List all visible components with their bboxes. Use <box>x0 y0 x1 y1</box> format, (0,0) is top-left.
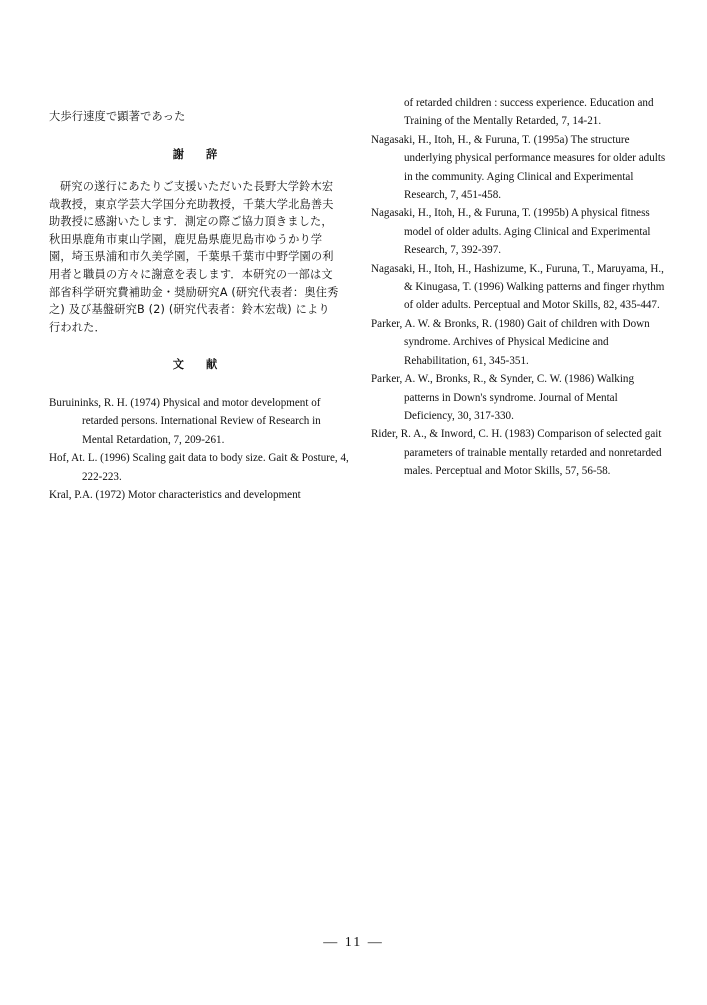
reference-entry: Parker, A. W., Bronks, R., & Synder, C. W. (1986) Walking patterns in Down's syndrome. Journal of Mental Deficiency, 30, 317-330. <box>371 373 635 422</box>
reference-entry: Parker, A. W. & Bronks, R. (1980) Gait of children with Down syndrome. Archives of Physical Medicine and Rehabilitation, 61, 345-351. <box>371 317 650 367</box>
acknowledgments-paragraph: 研究の遂行にあたりご支援いただいた長野大学鈴木宏哉教授，東京学芸大学国分充助教授，千葉大学北島善夫助教授に感謝いたします．測定の際ご協力頂きました，秋田県鹿角市東山学園，鹿児島県鹿児島市ゆうかり学園，埼玉県浦和市久美学園，千葉県千葉市中野学園の利用者と職員の方々に謝意を表します．本研究の一部は文部省科学研究費補助金・奨励研究A (研究代表者：奥住秀之) 及び基盤研究B (2) (研究代表者：鈴木宏哉) により行われた． <box>49 180 339 334</box>
intro-line: 大歩行速度で顕著であった <box>49 110 186 123</box>
reference-entry: Nagasaki, H., Itoh, H., & Furuna, T. (1995a) The structure underlying physical performance measures for older adults in the community. Aging Clinical and Experimental Research, 7, 451-458. <box>371 133 666 202</box>
left-reference-list <box>49 394 349 504</box>
page-number: — 11 — <box>323 935 384 950</box>
references-heading: 文献 <box>172 358 240 371</box>
reference-entry: Nagasaki, H., Itoh, H., Hashizume, K., Furuna, T., Maruyama, H., & Kinugasa, T. (1996) Walking patterns and finger rhythm of older adults. Perceptual and Motor Skills, 82, 435-447. <box>371 262 665 312</box>
right-reference-list <box>371 94 671 481</box>
reference-entry: Buruininks, R. H. (1974) Physical and motor development of retarded persons. International Review of Research in Mental Retardation, 7, 209-261. <box>49 397 321 446</box>
reference-entry: Hof, At. L. (1996) Scaling gait data to body size. Gait & Posture, 4, 222-223. <box>49 452 349 483</box>
reference-entry: Nagasaki, H., Itoh, H., & Furuna, T. (1995b) A physical fitness model of older adults. Aging Clinical and Experimental Research, 7, 392-397. <box>371 207 651 257</box>
reference-entry: Kral, P.A. (1972) Motor characteristics and development <box>49 489 301 502</box>
acknowledgments-heading: 謝辞 <box>172 148 240 161</box>
reference-continuation: of retarded children : success experience. Education and Training of the Mentally Retarded, 7, 14-21. <box>404 97 654 128</box>
reference-entry: Rider, R. A., & Inword, C. H. (1983) Comparison of selected gait parameters of trainable mentally retarded and nonretarded males. Perceptual and Motor Skills, 57, 56-58. <box>371 428 662 478</box>
